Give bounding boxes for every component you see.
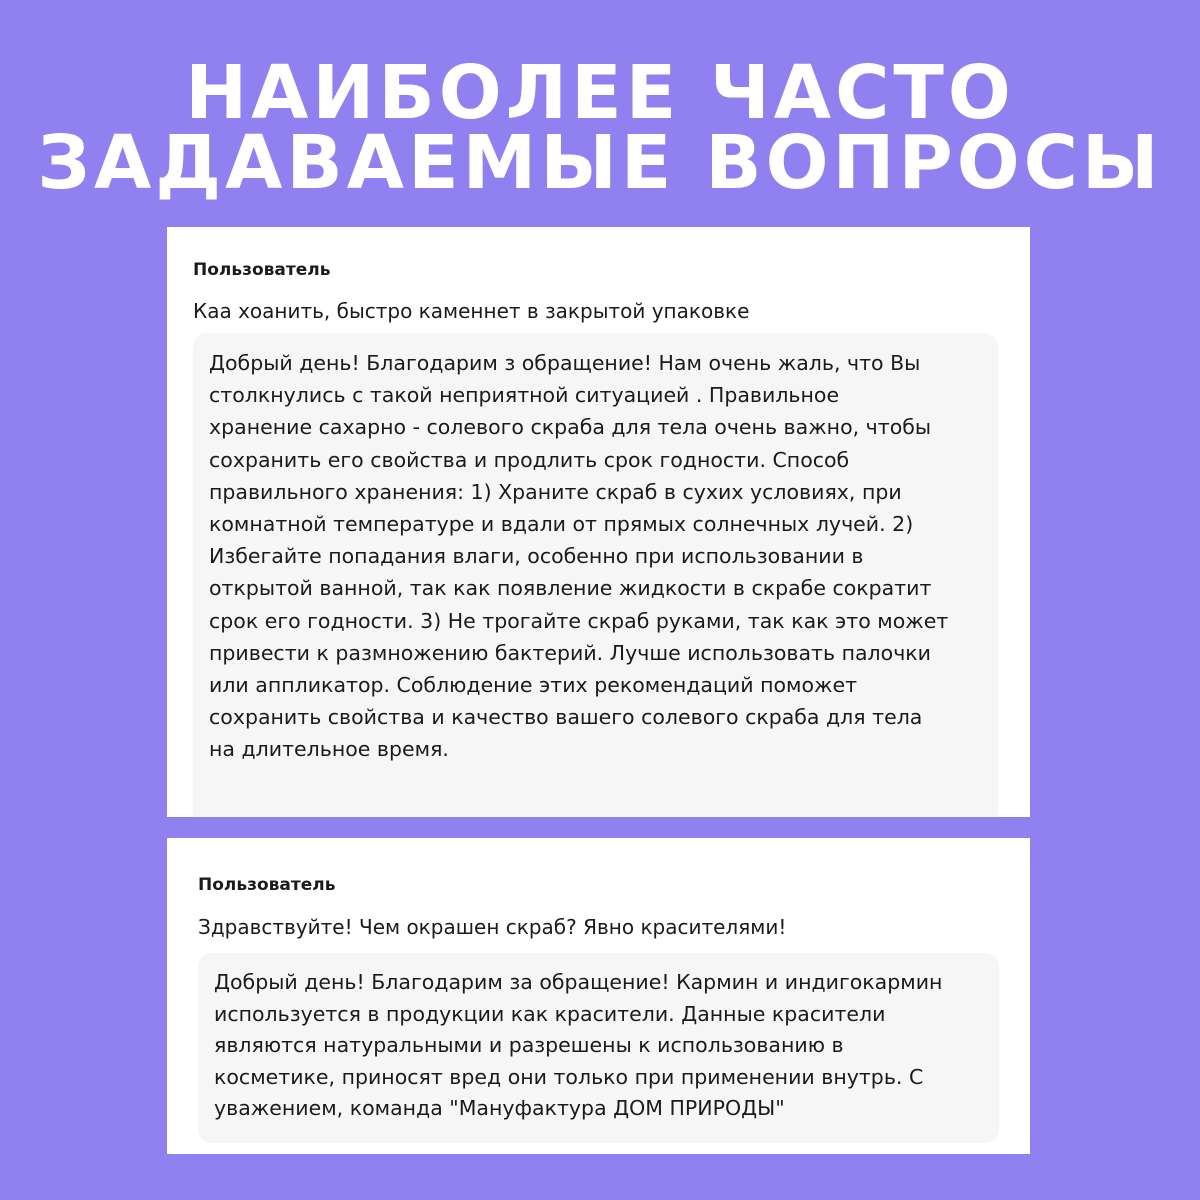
answer-bubble	[198, 953, 999, 1143]
answer-line: правильного хранения: 1) Храните скраб в сухих условиях, при	[209, 479, 902, 504]
faq-card-2	[167, 838, 1030, 1154]
answer-line: открытой ванной, так как появление жидкости в скрабе сократит	[209, 576, 932, 601]
page-headline	[0, 50, 1200, 206]
answer-line: уважением, команда "Мануфактура ДОМ ПРИРОДЫ"	[214, 1096, 785, 1121]
answer-line: на длительное время.	[209, 737, 449, 762]
answer-line: Добрый день! Благодарим за обращение! Кармин и индигокармин	[214, 970, 943, 994]
answer-bubble	[193, 333, 998, 817]
answer-line: сохранить свойства и качество вашего солевого скраба для тела	[209, 705, 923, 730]
answer-line: привести к размножению бактерий. Лучше использовать палочки	[209, 640, 932, 665]
answer-line: косметике, приносят вред они только при применении внутрь. С	[214, 1064, 924, 1089]
answer-line: используется в продукции как красители. Данные красители	[214, 1001, 886, 1026]
answer-line: Избегайте попадания влаги, особенно при использовании в	[209, 544, 864, 569]
headline-line-1: НАИБОЛЕЕ ЧАСТО	[185, 50, 1015, 136]
answer-line: столкнулись с такой неприятной ситуацией . Правильное	[209, 383, 840, 408]
answer-line: срок его годности. 3) Не трогайте скраб руками, так как это может	[209, 608, 949, 633]
answer-line: или аппликатор. Соблюдение этих рекомендаций поможет	[209, 673, 858, 698]
answer-line: Добрый день! Благодарим з обращение! Нам очень жаль, что Вы	[209, 351, 921, 375]
question-author: Пользователь	[198, 875, 336, 895]
question-author: Пользователь	[193, 260, 331, 280]
question-text: Каа хоанить, быстро каменнет в закрытой упаковке	[193, 299, 750, 323]
answer-line: являются натуральными и разрешены к использованию в	[214, 1033, 844, 1058]
faq-card-1	[167, 227, 1030, 817]
answer-line: комнатной температуре и вдали от прямых солнечных лучей. 2)	[209, 512, 914, 537]
question-text: Здравствуйте! Чем окрашен скраб? Явно красителями!	[198, 915, 787, 939]
answer-line: хранение сахарно - солевого скраба для тела очень важно, чтобы	[209, 415, 932, 440]
headline-line-2: ЗАДАВАЕМЫЕ ВОПРОСЫ	[37, 120, 1163, 206]
answer-line: сохранить его свойства и продлить срок годности. Способ	[209, 447, 850, 472]
